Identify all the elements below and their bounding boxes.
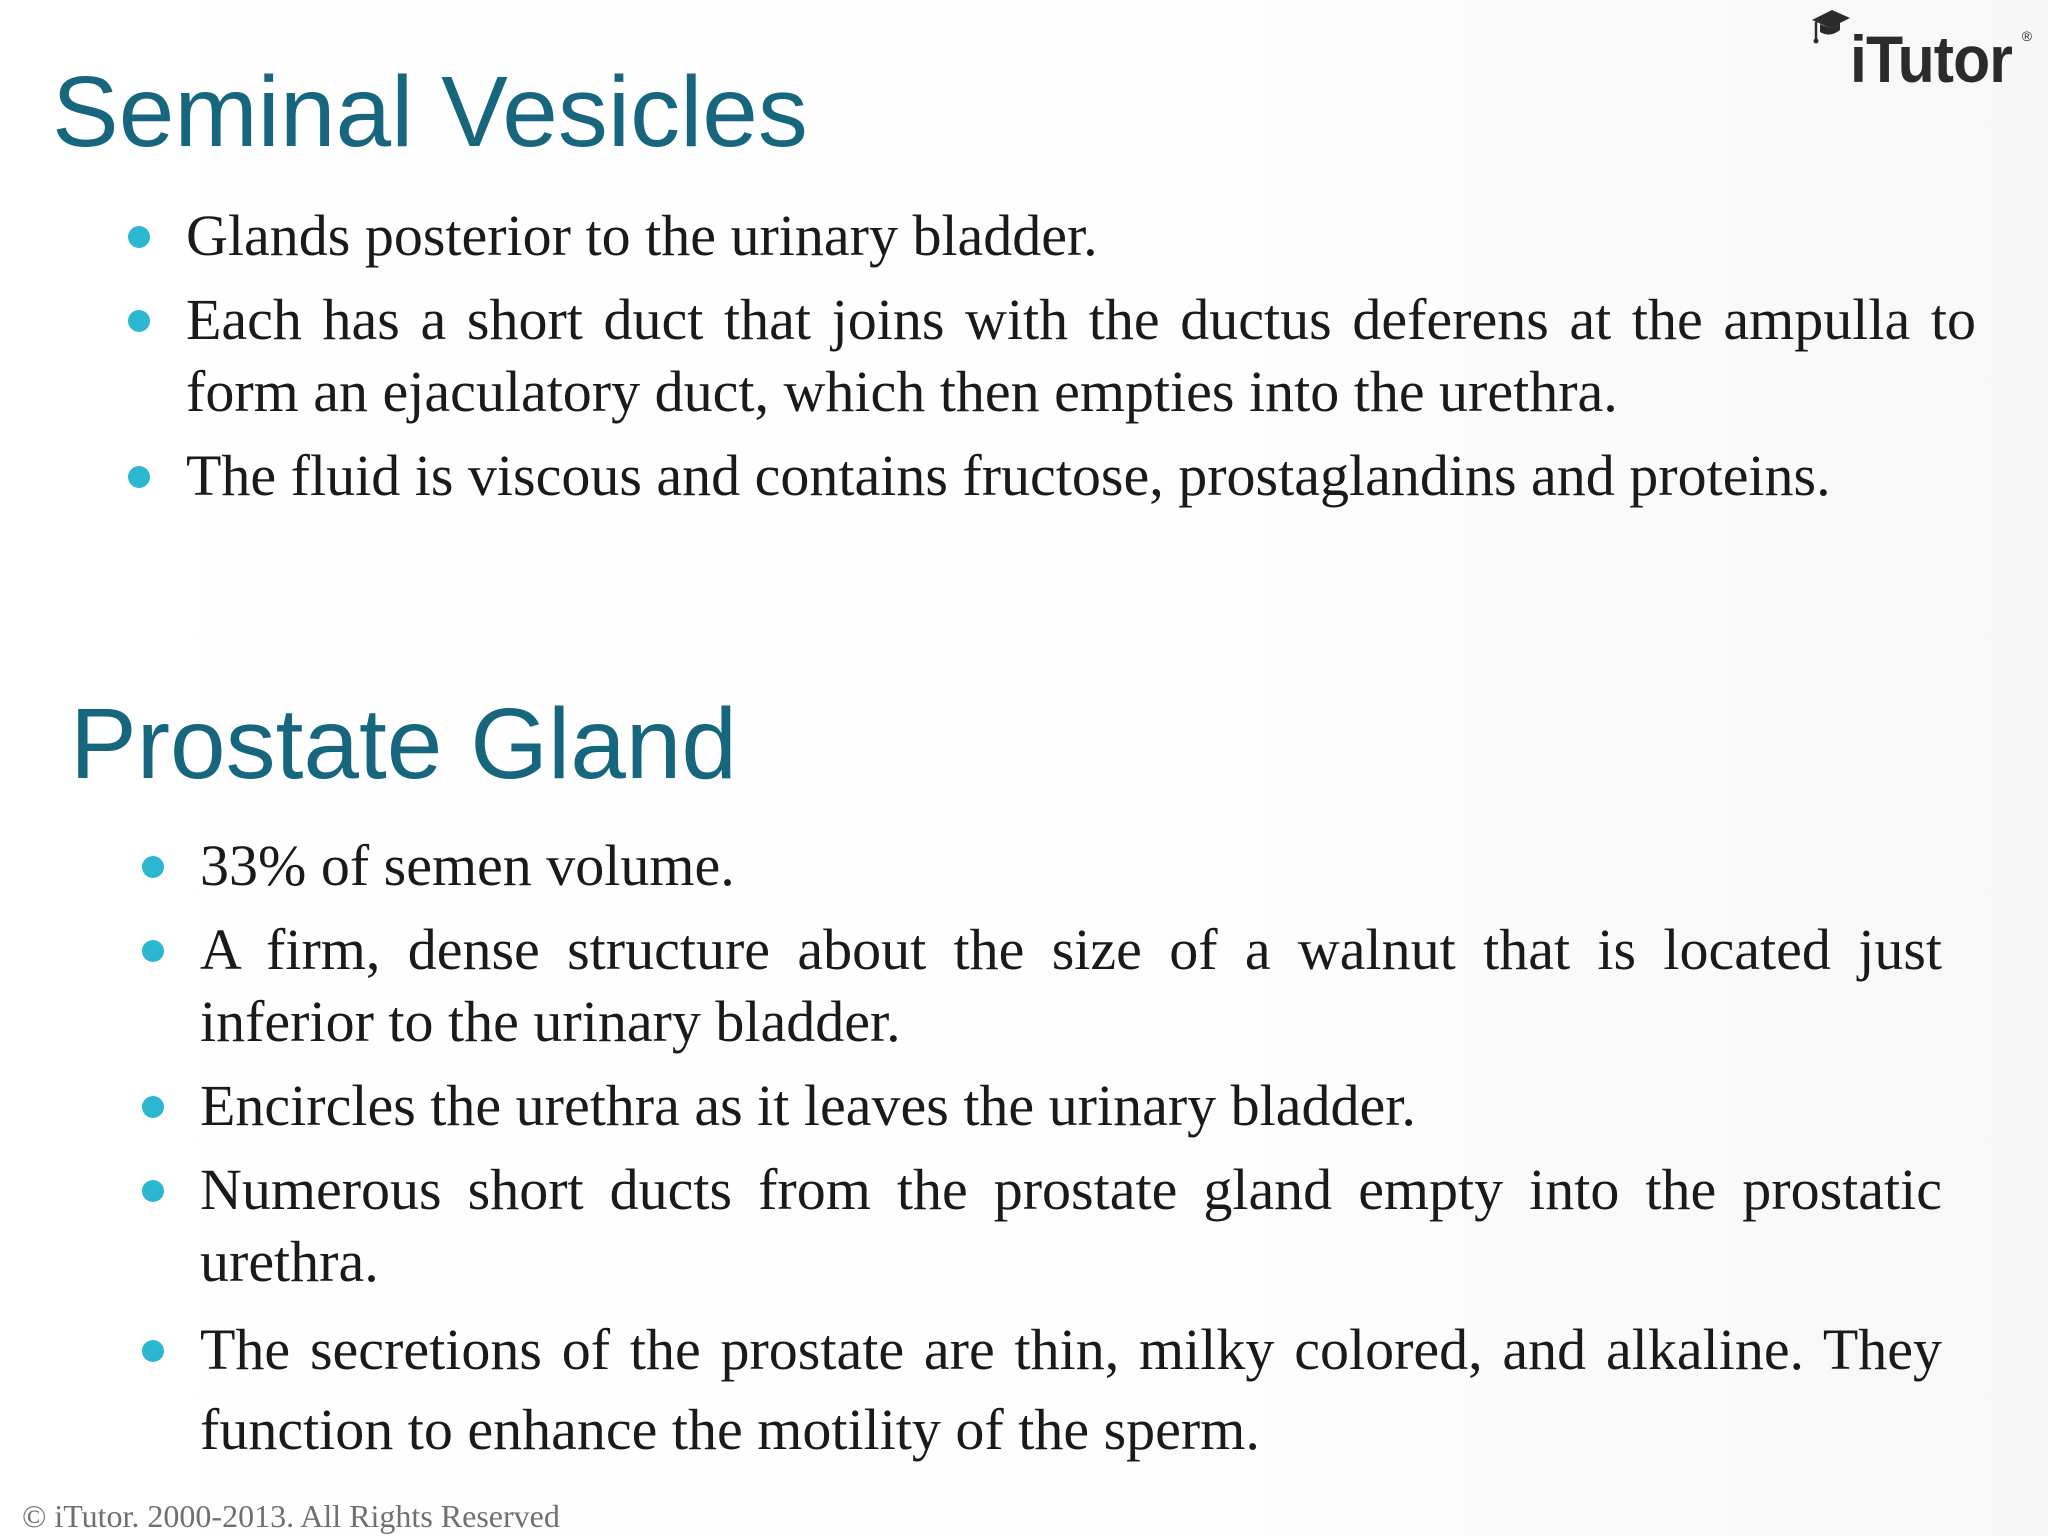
bullet-text: 33% of semen volume.: [200, 833, 735, 898]
bullet-item: [128, 200, 1976, 272]
bullet-dot-icon: [142, 1096, 164, 1118]
bullet-dot-icon: [142, 1180, 164, 1202]
bullet-item: [128, 440, 1976, 512]
bullet-dot-icon: [142, 856, 164, 878]
bullet-dot-icon: [142, 940, 164, 962]
mortarboard-icon: [1808, 6, 1852, 46]
bullet-list-seminal-vesicles: [128, 200, 1976, 524]
bullet-item: [142, 1154, 1942, 1298]
bullet-text: Glands posterior to the urinary bladder.: [186, 203, 1098, 268]
bullet-text: Encircles the urethra as it leaves the urinary bladder.: [200, 1073, 1416, 1138]
bullet-item: [128, 284, 1976, 428]
registered-mark: ®: [2021, 28, 2032, 44]
bullet-dot-icon: [128, 466, 150, 488]
itutor-logo: [1808, 6, 2032, 96]
bullet-text: Numerous short ducts from the prostate gland empty into the prostatic urethra.: [200, 1157, 1942, 1294]
bullet-item: [142, 830, 1942, 902]
bullet-item: [142, 1310, 1942, 1470]
bullet-text: The secretions of the prostate are thin, milky colored, and alkaline. They function to enhance the motility of the sperm.: [200, 1317, 1942, 1462]
section-title-seminal-vesicles: Seminal Vesicles: [52, 56, 808, 168]
bullet-text: Each has a short duct that joins with the ductus deferens at the ampulla to form an ejaculatory duct, which then empties into the urethra.: [186, 287, 1976, 424]
bullet-dot-icon: [128, 310, 150, 332]
bullet-item: [142, 1070, 1942, 1142]
bullet-text: A firm, dense structure about the size of a walnut that is located just inferior to the urinary bladder.: [200, 917, 1942, 1054]
section-title-prostate-gland: Prostate Gland: [70, 688, 738, 800]
bullet-item: [142, 914, 1942, 1058]
bullet-dot-icon: [128, 226, 150, 248]
bullet-text: The fluid is viscous and contains fructose, prostaglandins and proteins.: [186, 443, 1831, 508]
logo-text: iTutor: [1849, 22, 2012, 96]
bullet-dot-icon: [142, 1340, 164, 1362]
bullet-list-prostate-gland: [142, 830, 1942, 1482]
copyright-footer: © iTutor. 2000-2013. All Rights Reserved: [22, 1498, 560, 1534]
